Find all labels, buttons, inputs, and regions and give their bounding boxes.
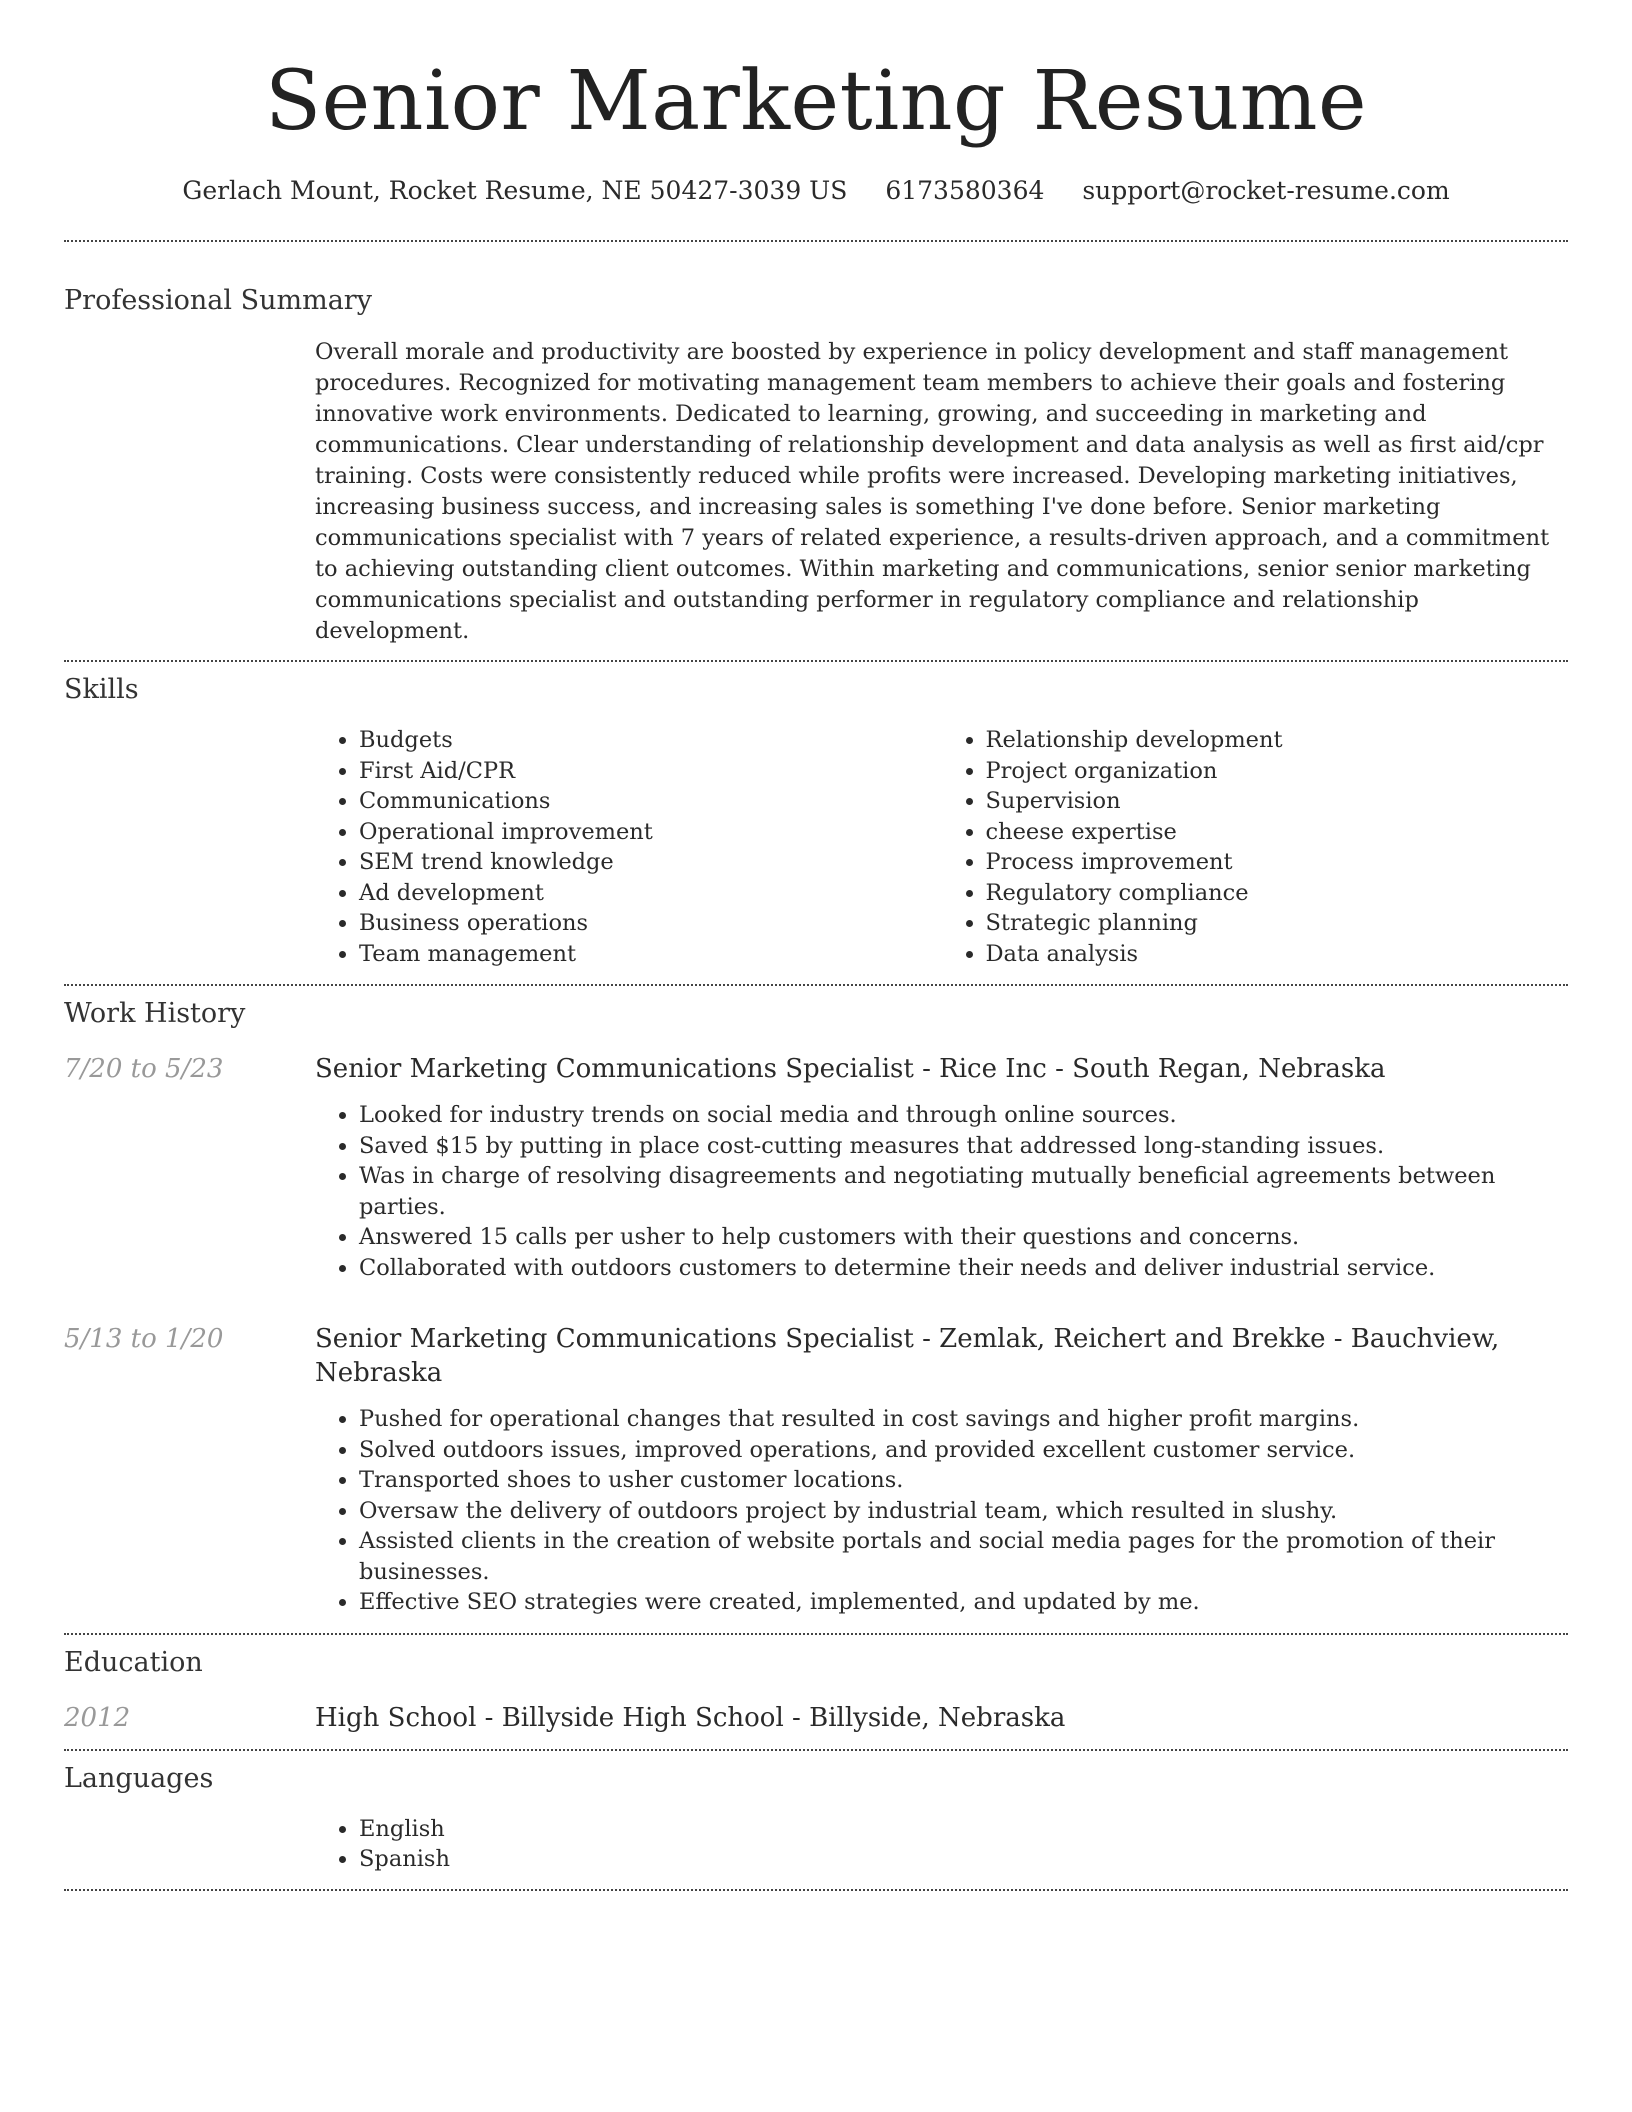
languages-list xyxy=(315,1814,1568,1875)
skill-item: • Strategic planning xyxy=(986,908,1569,939)
job-bullet: • Collaborated with outdoors customers to determine their needs and deliver industrial service. xyxy=(359,1253,1568,1284)
job-details xyxy=(315,1404,1568,1618)
job-bullet: • Transported shoes to usher customer locations. xyxy=(359,1465,1568,1496)
education-heading: Education xyxy=(64,1646,203,1678)
skill-item: • cheese expertise xyxy=(986,817,1569,848)
skills-list-right xyxy=(942,725,1569,969)
skill-item: • Supervision xyxy=(986,786,1569,817)
summary-text: Overall morale and productivity are boosted by experience in policy development and staff management procedures. Recognized for motivating management team members to achieve their goals and fostering innovative work environments. Dedicated to learning, growing, and succeeding in marketing and communications. Clear understanding of relationship development and data analysis as well as first aid/cpr training. Costs were consistently reduced while profits were increased. Developing marketing initiatives, increasing business success, and increasing sales is something I've done before. Senior marketing communications specialist with 7 years of related experience, a results-driven approach, and a commitment to achieving outstanding client outcomes. Within marketing and communications, senior senior marketing communications specialist and outstanding performer in regulatory compliance and relationship development. xyxy=(315,339,1550,644)
job-bullets xyxy=(315,1100,1568,1283)
skill-item: • Ad development xyxy=(359,878,942,909)
skill-item: • First Aid/CPR xyxy=(359,756,942,787)
skill-item: • Operational improvement xyxy=(359,817,942,848)
skills-list-left xyxy=(315,725,942,969)
job-bullet: • Looked for industry trends on social media and through online sources. xyxy=(359,1100,1568,1131)
summary-section xyxy=(64,242,1568,647)
education-title: High School - Billyside High School - Billyside, Nebraska xyxy=(315,1702,1066,1733)
job-dates: 5/13 to 1/20 xyxy=(64,1324,224,1354)
skills-heading: Skills xyxy=(64,674,139,705)
job-bullets xyxy=(315,1404,1568,1618)
resume-header xyxy=(0,0,1632,208)
job-bullet: • Effective SEO strategies were created, implemented, and updated by me. xyxy=(359,1587,1568,1618)
skills-section xyxy=(64,662,1568,969)
job-dates: 7/20 to 5/23 xyxy=(64,1054,224,1084)
skill-item: • Business operations xyxy=(359,908,942,939)
job-bullet: • Answered 15 calls per usher to help customers with their questions and concerns. xyxy=(359,1222,1568,1253)
education-date: 2012 xyxy=(64,1702,131,1733)
job-title: Senior Marketing Communications Specialist - Rice Inc - South Regan, Nebraska xyxy=(315,1054,1386,1084)
job-bullet: • Oversaw the delivery of outdoors project by industrial team, which resulted in slushy. xyxy=(359,1496,1568,1527)
skill-item: • Regulatory compliance xyxy=(986,878,1569,909)
job-bullet: • Assisted clients in the creation of website portals and social media pages for the promotion of their businesses. xyxy=(359,1526,1568,1587)
languages-body xyxy=(315,1814,1568,1875)
skill-item: • Team management xyxy=(359,939,942,970)
job-entry xyxy=(64,1322,1568,1618)
skill-item: • Budgets xyxy=(359,725,942,756)
skill-item: • Communications xyxy=(359,786,942,817)
job-bullet: • Solved outdoors issues, improved operations, and provided excellent customer service. xyxy=(359,1435,1568,1466)
job-bullet: • Pushed for operational changes that resulted in cost savings and higher profit margins. xyxy=(359,1404,1568,1435)
contact-line xyxy=(0,174,1632,208)
section-divider xyxy=(64,1889,1568,1891)
language-item: • English xyxy=(359,1814,1568,1845)
summary-heading: Professional Summary xyxy=(64,285,372,316)
skills-columns xyxy=(315,725,1568,969)
job-title: Senior Marketing Communications Specialist - Zemlak, Reichert and Brekke - Bauchview, Nebraska xyxy=(315,1324,1500,1388)
education-entry xyxy=(64,1701,1568,1735)
skill-item: • Process improvement xyxy=(986,847,1569,878)
education-section xyxy=(64,1635,1568,1735)
contact-email: support@rocket-resume.com xyxy=(1082,176,1450,205)
resume-title: Senior Marketing Resume xyxy=(264,54,1368,149)
skill-item: • Relationship development xyxy=(986,725,1569,756)
work-history-section xyxy=(64,986,1568,1618)
language-item: • Spanish xyxy=(359,1844,1568,1875)
languages-heading: Languages xyxy=(64,1762,214,1794)
job-details xyxy=(315,1100,1568,1283)
job-bullet: • Was in charge of resolving disagreements and negotiating mutually beneficial agreements between parties. xyxy=(359,1161,1568,1222)
skill-item: • Project organization xyxy=(986,756,1569,787)
job-bullet: • Saved $15 by putting in place cost-cutting measures that addressed long-standing issues. xyxy=(359,1131,1568,1162)
contact-phone: 6173580364 xyxy=(885,176,1045,205)
resume-content xyxy=(64,240,1568,1891)
skill-item: • SEM trend knowledge xyxy=(359,847,942,878)
work-history-heading: Work History xyxy=(64,998,246,1029)
job-entry xyxy=(64,1052,1568,1283)
skill-item: • Data analysis xyxy=(986,939,1569,970)
languages-section xyxy=(64,1751,1568,1875)
contact-address: Gerlach Mount, Rocket Resume, NE 50427-3039 US xyxy=(182,176,848,205)
